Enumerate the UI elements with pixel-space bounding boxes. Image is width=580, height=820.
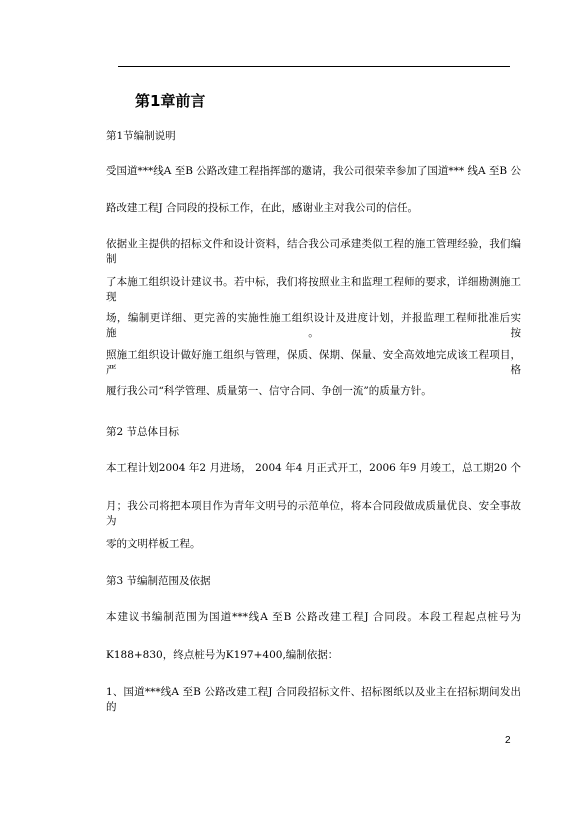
paragraph-line: 1、国道***线A 至B 公路改建工程J 合同段招标文件、招标图纸以及业主在招标期间发出的	[106, 686, 521, 713]
section-1-title: 第1节编制说明	[106, 130, 176, 142]
paragraph-line: 照施工组织设计做好施工组织与管理，保质、保期、保量、安全高效地完成该工程项目，严格	[106, 349, 521, 376]
paragraph-line: 场，编制更详细、更完善的实施性施工组织设计及进度计划，并报监理工程师批准后实施。按	[106, 312, 521, 339]
header-rule	[118, 66, 510, 67]
page-number: 2	[505, 735, 511, 746]
paragraph-line: 了本施工组织设计建议书。若中标，我们将按照业主和监理工程师的要求，详细勘测施工现	[106, 276, 521, 303]
paragraph-line: 受国道***线A 至B 公路改建工程指挥部的邀请，我公司很荣幸参加了国道*** 线A 至B 公	[106, 165, 521, 177]
paragraph-line: K188+830，终点桩号为K197+400,编制依据：	[106, 649, 339, 661]
paragraph-line: 本建议书编制范围为国道***线A 至B 公路改建工程J 合同段。本段工程起点桩号为	[106, 611, 521, 623]
paragraph-line: 履行我公司“科学管理、质量第一、信守合同、争创一流”的质量方针。	[106, 385, 432, 397]
paragraph-line: 月；我公司将把本项目作为青年文明号的示范单位，将本合同段做成质量优良、安全事故为	[106, 500, 521, 527]
section-3-title: 第3 节编制范围及依据	[106, 575, 211, 587]
paragraph-line: 路改建工程J 合同段的投标工作，在此，感谢业主对我公司的信任。	[106, 202, 419, 214]
section-2-title: 第2 节总体目标	[106, 426, 180, 438]
paragraph-line: 依据业主提供的招标文件和设计资料，结合我公司承建类似工程的施工管理经验，我们编制	[106, 238, 521, 265]
paragraph-line: 本工程计划2004 年2 月进场， 2004 年4 月正式开工，2006 年9 月竣工，总工期20 个	[106, 462, 521, 474]
chapter-title: 第1章前言	[135, 92, 206, 110]
paragraph-line: 零的文明样板工程。	[106, 538, 201, 550]
